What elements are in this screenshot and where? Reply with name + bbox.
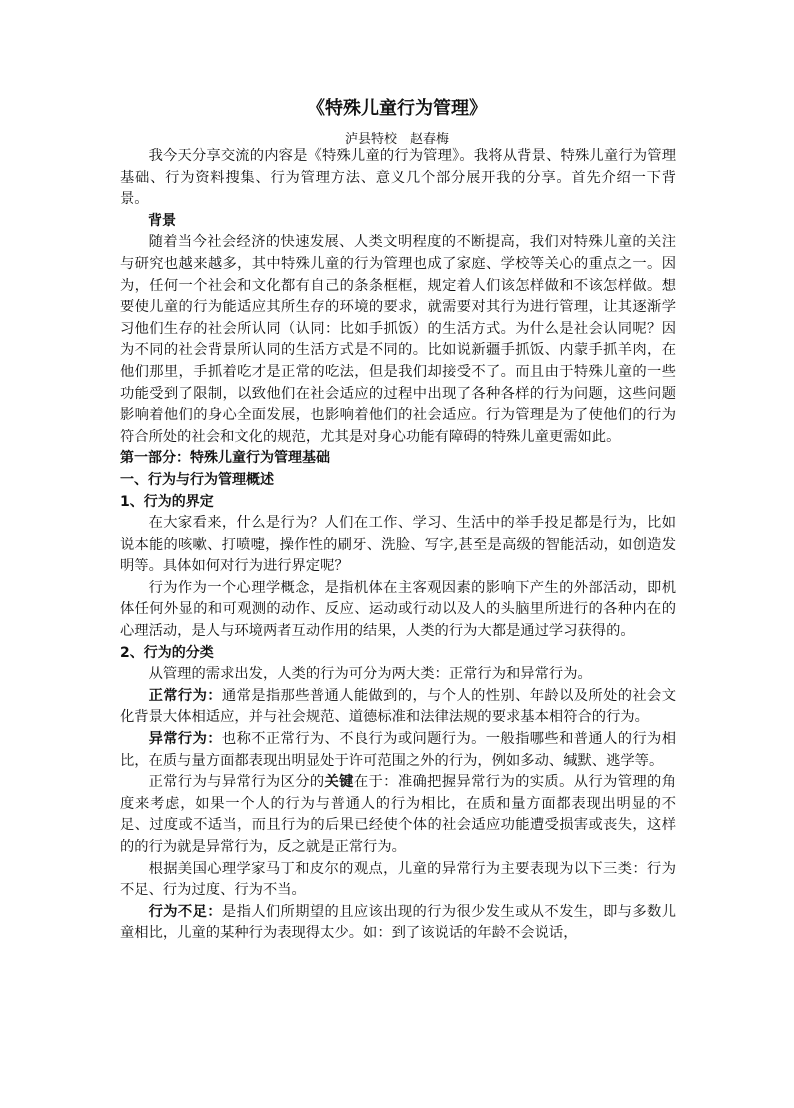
normal-behavior-paragraph xyxy=(120,686,676,729)
key-distinction-paragraph xyxy=(120,772,676,858)
insufficient-behavior-label: 行为不足： xyxy=(148,903,222,920)
abnormal-behavior-paragraph xyxy=(120,729,676,772)
normal-behavior-label: 正常行为： xyxy=(148,687,222,704)
section1-heading: 一、行为与行为管理概述 xyxy=(120,471,274,488)
martin-paragraph: 根据美国心理学家马丁和皮尔的观点，儿童的异常行为主要表现为以下三类：行为不足、行为过度、行为不当。 xyxy=(120,860,676,899)
normal-behavior-text: 通常是指那些普通人能做到的，与个人的性别、年龄以及所处的社会文化背景大体相适应，并与社会规范、道德标准和法律法规的要求基本相符合的行为。 xyxy=(120,687,677,726)
document-body xyxy=(120,146,676,945)
behavior-definition-paragraph-1: 在大家看来，什么是行为？人们在工作、学习、生活中的举手投足都是行为，比如说本能的咳嗽、打喷嚏，操作性的刷牙、洗脸、写字,甚至是高级的智能活动，如创造发明等。具体如何对行为进行界定呢？ xyxy=(120,515,676,575)
key-word: 关键 xyxy=(324,774,354,791)
abnormal-behavior-label: 异常行为： xyxy=(148,731,222,748)
document-author: 泸县特校 赵春梅 xyxy=(344,132,449,147)
insufficient-behavior-paragraph xyxy=(120,902,676,945)
subsection1-heading: 1、行为的界定 xyxy=(120,493,214,510)
insufficient-behavior-text: 是指人们所期望的且应该出现的行为很少发生或从不发生，即与多数儿童相比，儿童的某种行为表现得太少。如：到了该说话的年龄不会说话， xyxy=(120,903,677,942)
intro-paragraph: 我今天分享交流的内容是《特殊儿童的行为管理》。我将从背景、特殊儿童行为管理基础、行为资料搜集、行为管理方法、意义几个部分展开我的分享。首先介绍一下背景。 xyxy=(120,148,676,208)
abnormal-behavior-text: 也称不正常行为、不良行为或问题行为。一般指哪些和普通人的行为相比，在质与量方面都表现出明显处于许可范围之外的行为，例如多动、缄默、逃学等。 xyxy=(120,731,677,769)
background-heading: 背景 xyxy=(148,212,176,229)
classification-paragraph: 从管理的需求出发，人类的行为可分为两大类：正常行为和异常行为。 xyxy=(148,666,592,683)
key-post-text: 在于：准确把握异常行为的实质。从行为管理的角度来考虑，如果一个人的行为与普通人的行为相比，在质和量方面都表现出明显的不足、过度或不适当，而且行为的后果已经使个体的社会适应功能遭受损害或丧失，这样的的行为就是异常行为，反之就是正常行为。 xyxy=(120,774,677,855)
behavior-definition-paragraph-2: 行为作为一个心理学概念，是指机体在主客观因素的影响下产生的外部活动，即机体任何外显的和可观测的动作、反应、运动或行动以及人的头脑里所进行的各种内在的心理活动，是人与环境两者互动作用的结果，人类的行为大都是通过学习获得的。 xyxy=(120,579,676,640)
subsection2-heading: 2、行为的分类 xyxy=(120,644,214,661)
key-pre-text: 正常行为与异常行为区分的 xyxy=(148,774,325,791)
background-paragraph: 随着当今社会经济的快速发展、人类文明程度的不断提高，我们对特殊儿童的关注与研究也越来越多，其中特殊儿童的行为管理也成了家庭、学校等关心的重点之一。因为，任何一个社会和文化都有自己的条条框框，规定着人们该怎样做和不该怎样做。想要使儿童的行为能适应其所生存的环境的要求，就需要对其行为进行管理，让其逐渐学习他们生存的社会所认同（认同：比如手抓饭）的生活方式。为什么是社会认同呢？因为不同的社会背景所认同的生活方式是不同的。比如说新疆手抓饭、内蒙手抓羊肉，在他们那里，手抓着吃才是正常的吃法，但是我们却接受不了。而且由于特殊儿童的一些功能受到了限制，以致他们在社会适应的过程中出现了各种各样的行为问题，这些问题影响着他们的身心全面发展，也影响着他们的社会适应。行为管理是为了使他们的行为符合所处的社会和文化的规范，尤其是对身心功能有障碍的特殊儿童更需如此。 xyxy=(120,234,676,445)
document-title: 《特殊儿童行为管理》 xyxy=(307,98,487,119)
part1-heading: 第一部分：特殊儿童行为管理基础 xyxy=(120,450,330,467)
